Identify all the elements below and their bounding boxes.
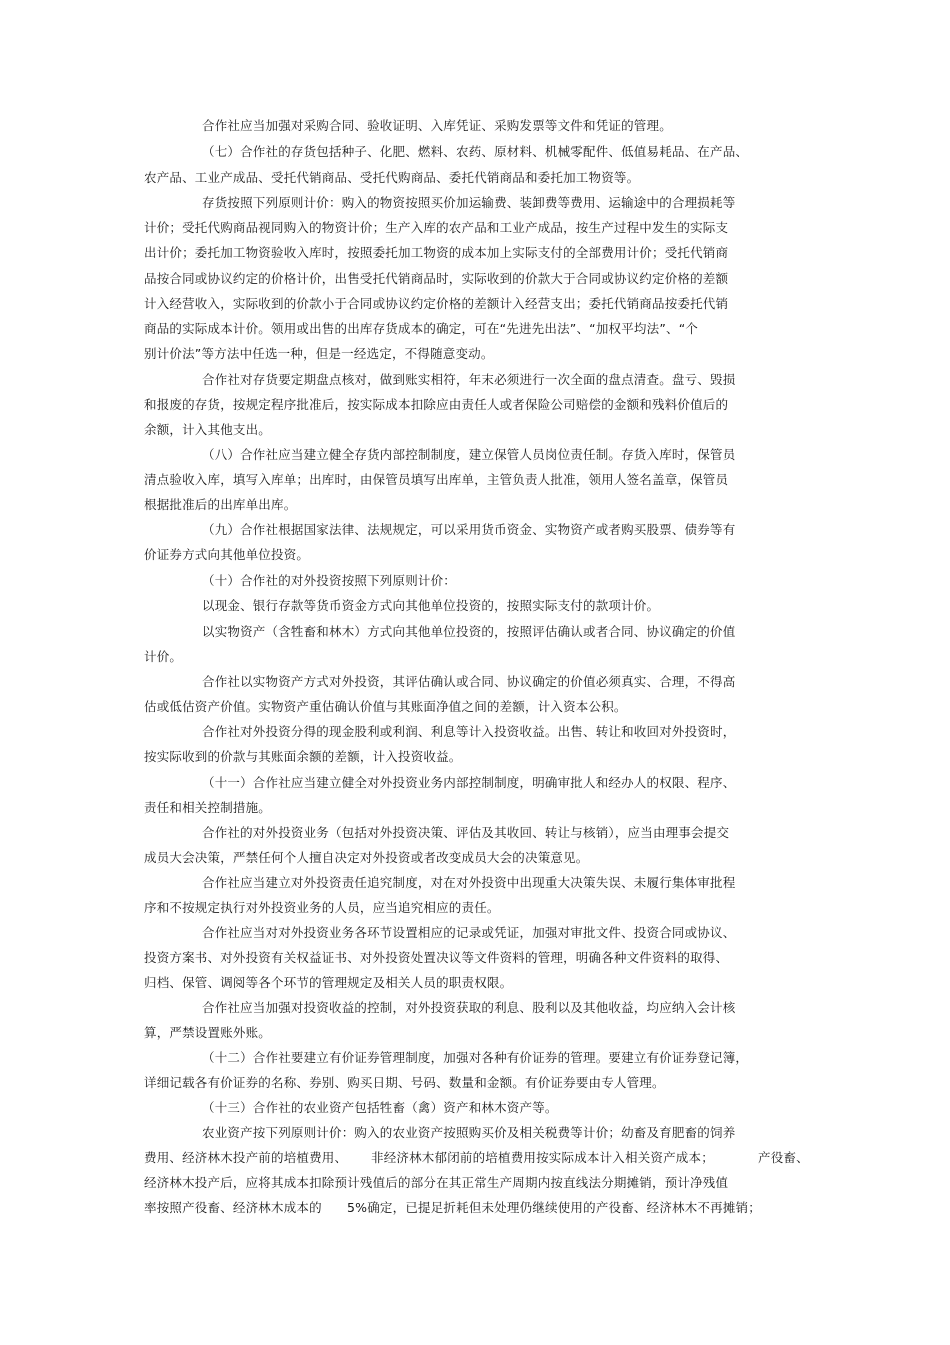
text-line: 计入经营收入，实际收到的价款小于合同或协议约定价格的差额计入经营支出；委托代销商品按委托代销 xyxy=(144,296,729,311)
text-line: 合作社应当建立对外投资责任追究制度，对在对外投资中出现重大决策失误、未履行集体审批程 xyxy=(202,875,736,890)
text-line: （十三）合作社的农业资产包括牲畜（禽）资产和林木资产等。 xyxy=(202,1100,558,1115)
text-line: 和报废的存货，按规定程序批准后，按实际成本扣除应由责任人或者保险公司赔偿的金额和残料价值后的 xyxy=(144,397,729,412)
text-line: 合作社的对外投资业务（包括对外投资决策、评估及其收回、转让与核销），应当由理事会提交 xyxy=(202,825,730,840)
text-line: 计价；受托代购商品视同购入的物资计价；生产入库的农产品和工业产成品，按生产过程中发生的实际支 xyxy=(144,220,729,235)
text-line: 合作社对存货要定期盘点核对，做到账实相符，年末必须进行一次全面的盘点清查。盘亏、毁损 xyxy=(202,372,736,387)
text-line: 经济林木投产后，应将其成本扣除预计残值后的部分在其正常生产周期内按直线法分期摊销，预计净残值 xyxy=(144,1175,729,1190)
text-line: 合作社应当对对外投资业务各环节设置相应的记录或凭证，加强对审批文件、投资合同或协议、 xyxy=(202,925,736,940)
text-line: 商品的实际成本计价。领用或出售的出库存货成本的确定，可在“先进先出法”、“加权平均法”、“个 xyxy=(144,321,699,336)
text-line: （十）合作社的对外投资按照下列原则计价： xyxy=(202,573,457,588)
text-line: 按实际收到的价款与其账面余额的差额，计入投资收益。 xyxy=(144,749,462,764)
text-line: 存货按照下列原则计价：购入的物资按照买价加运输费、装卸费等费用、运输途中的合理损耗等 xyxy=(202,195,736,210)
text-line: 详细记载各有价证券的名称、券别、购买日期、号码、数量和金额。有价证券要由专人管理。 xyxy=(144,1075,665,1090)
text-line: 品按合同或协议约定的价格计价，出售受托代销商品时，实际收到的价款大于合同或协议约定价格的差额 xyxy=(144,271,729,286)
text-line: 算，严禁设置账外账。 xyxy=(144,1025,272,1040)
text-line: 合作社以实物资产方式对外投资，其评估确认或合同、协议确定的价值必须真实、合理，不得高 xyxy=(202,674,736,689)
text-line: 合作社应当加强对采购合同、验收证明、入库凭证、采购发票等文件和凭证的管理。 xyxy=(202,118,672,133)
text-line: 价证券方式向其他单位投资。 xyxy=(144,547,310,562)
text-line: 投资方案书、对外投资有关权益证书、对外投资处置决议等文件资料的管理，明确各种文件资料的取得、 xyxy=(144,950,729,965)
text-line: 出计价；委托加工物资验收入库时，按照委托加工物资的成本加上实际支付的全部费用计价；受托代销商 xyxy=(144,245,729,260)
text-line: 以现金、银行存款等货币资金方式向其他单位投资的，按照实际支付的款项计价。 xyxy=(202,598,660,613)
text-line: 责任和相关控制措施。 xyxy=(144,800,272,815)
text-line: 以实物资产（含牲畜和林木）方式向其他单位投资的，按照评估确认或者合同、协议确定的价值 xyxy=(202,624,736,639)
text-line: 农产品、工业产成品、受托代销商品、受托代购商品、委托代销商品和委托加工物资等。 xyxy=(144,170,640,185)
text-line: （十二）合作社要建立有价证券管理制度，加强对各种有价证券的管理。要建立有价证券登记簿， xyxy=(202,1050,749,1065)
text-line: 根据批准后的出库单出库。 xyxy=(144,497,297,512)
text-line: 非经济林木郁闭前的培植费用按实际成本计入相关资产成本； xyxy=(371,1150,714,1165)
text-line: 清点验收入库，填写入库单；出库时，由保管员填写出库单，主管负责人批准，领用人签名盖章，保管员 xyxy=(144,472,729,487)
text-line: （九）合作社根据国家法律、法规规定，可以采用货币资金、实物资产或者购买股票、债券等有 xyxy=(202,522,736,537)
text-line: 序和不按规定执行对外投资业务的人员，应当追究相应的责任。 xyxy=(144,900,500,915)
text-line: （十一）合作社应当建立健全对外投资业务内部控制制度，明确审批人和经办人的权限、程序、 xyxy=(202,775,736,790)
text-line: （八）合作社应当建立健全存货内部控制制度，建立保管人员岗位责任制。存货入库时，保管员 xyxy=(202,447,736,462)
text-line: 估或低估资产价值。实物资产重估确认价值与其账面净值之间的差额，计入资本公积。 xyxy=(144,699,627,714)
text-line: 率按照产役畜、经济林木成本的 xyxy=(144,1200,322,1215)
text-line: 农业资产按下列原则计价：购入的农业资产按照购买价及相关税费等计价；幼畜及育肥畜的饲养 xyxy=(202,1125,736,1140)
text-line: 费用、经济林木投产前的培植费用、 xyxy=(144,1150,348,1165)
text-line: 产役畜、 xyxy=(758,1150,809,1165)
text-line: 余额，计入其他支出。 xyxy=(144,422,272,437)
text-line: 合作社应当加强对投资收益的控制，对外投资获取的利息、股利以及其他收益，均应纳入会计核 xyxy=(202,1000,736,1015)
text-line: 5%确定，已提足折耗但未处理仍继续使用的产役畜、经济林木不再摊销； xyxy=(347,1200,761,1215)
text-line: 归档、保管、调阅等各个环节的管理规定及相关人员的职责权限。 xyxy=(144,975,513,990)
text-line: 成员大会决策，严禁任何个人擅自决定对外投资或者改变成员大会的决策意见。 xyxy=(144,850,589,865)
text-line: （七）合作社的存货包括种子、化肥、燃料、农药、原材料、机械零配件、低值易耗品、在产品、 xyxy=(202,144,749,159)
text-line: 别计价法”等方法中任选一种，但是一经选定，不得随意变动。 xyxy=(144,346,494,361)
text-line: 计价。 xyxy=(144,649,183,664)
text-line: 合作社对外投资分得的现金股利或利润、利息等计入投资收益。出售、转让和收回对外投资时， xyxy=(202,724,736,739)
